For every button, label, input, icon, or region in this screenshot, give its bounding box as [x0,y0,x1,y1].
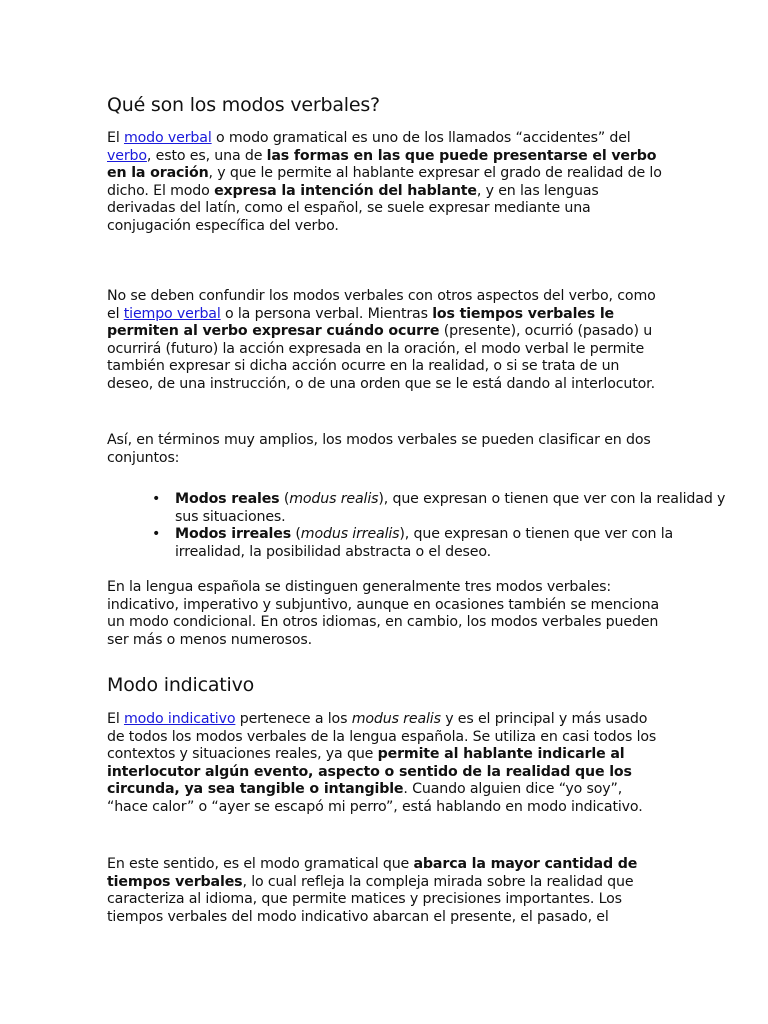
link-tiempo-verbal[interactable]: tiempo verbal [123,305,221,322]
bold-text: permite al hablante indicarle al interlocutor algún evento, aspecto o sentido de la realidad que los circunda, ya sea tangible o intangible [107,746,632,797]
italic-text: modus realis [351,711,441,727]
list-item [152,491,735,526]
text: ( [279,491,290,507]
list-item [152,526,735,561]
paragraph-indicativo-intro [107,711,667,816]
text: (presente), ocurrió (pasado) u ocurrirá (futuro) la acción expresada en la oración, el modo verbal le permite también expresar si dicha acción ocurre en la realidad, o si se trata de un deseo, de una instrucción, o de una orden que se le está dando al interlocutor. [107,323,655,392]
text: ), que expresan o tienen que ver con la realidad y sus situaciones. [175,491,726,525]
text: No se deben confundir los modos verbales con otros aspectos del verbo, como el [107,288,656,322]
link-modo-indicativo[interactable]: modo indicativo [123,711,236,727]
paragraph-intro [107,130,667,235]
text: , lo cual refleja la compleja mirada sobre la realidad que caracteriza al idioma, que permite matices y precisiones importantes. Los tiempos verbales del modo indicativo abarcan el presente, el pasado, el [107,873,634,925]
section-heading-modos-verbales: Qué son los modos verbales? [107,94,380,116]
bold-text: los tiempos verbales le permiten al verbo expresar cuándo ocurre [107,305,615,339]
modes-list [107,491,735,561]
paragraph-confusion [107,288,667,393]
italic-text: modus realis [289,491,379,507]
text: El [107,711,124,727]
text: El [107,130,124,146]
text: pertenece a los [235,711,352,727]
text: , esto es, una de [146,147,267,164]
bullet-icon: • [152,491,161,507]
bold-text: Modos reales [175,491,280,507]
bold-text: expresa la intención del hablante [214,182,477,199]
section-heading-modo-indicativo: Modo indicativo [107,674,255,696]
paragraph-spanish-modes: En la lengua española se distinguen generalmente tres modos verbales: indicativo, imperativo y subjuntivo, aunque en ocasiones también se menciona un modo condicional. En otros idiomas, en cambio, los modos verbales pueden ser más o menos numerosos. [107,579,659,648]
paragraph-classification: Así, en términos muy amplios, los modos verbales se pueden clasificar en dos conjuntos: [107,432,651,466]
text: o la persona verbal. Mientras [220,305,433,322]
text: En este sentido, es el modo gramatical que [107,856,414,872]
text: o modo gramatical es uno de los llamados “accidentes” del [211,130,631,146]
link-modo-verbal[interactable]: modo verbal [123,130,212,146]
text: ), que expresan o tienen que ver con la irrealidad, la posibilidad abstracta o el deseo. [175,526,674,560]
bold-text: abarca la mayor cantidad de tiempos verbales [107,856,638,890]
text: . Cuando alguien dice “yo soy”, “hace calor” o “ayer se escapó mi perro”, está hablando en modo indicativo. [107,781,643,815]
bullet-icon: • [152,526,161,542]
text: ( [291,526,301,542]
bold-text: Modos irreales [175,526,292,542]
text: y es el principal y más usado de todos los modos verbales de la lengua española. Se utiliza en casi todos los contextos y situaciones reales, ya que [107,711,657,762]
text: , y que le permite al hablante expresar el grado de realidad de lo dicho. El modo [107,165,662,199]
bold-text: las formas en las que puede presentarse el verbo en la oración [107,147,657,181]
paragraph-indicativo-tiempos [107,856,667,926]
text: , y en las lenguas derivadas del latín, como el español, se suele expresar mediante una conjugación específica del verbo. [107,182,599,234]
italic-text: modus irrealis [300,526,400,542]
link-verbo[interactable]: verbo [107,147,147,164]
